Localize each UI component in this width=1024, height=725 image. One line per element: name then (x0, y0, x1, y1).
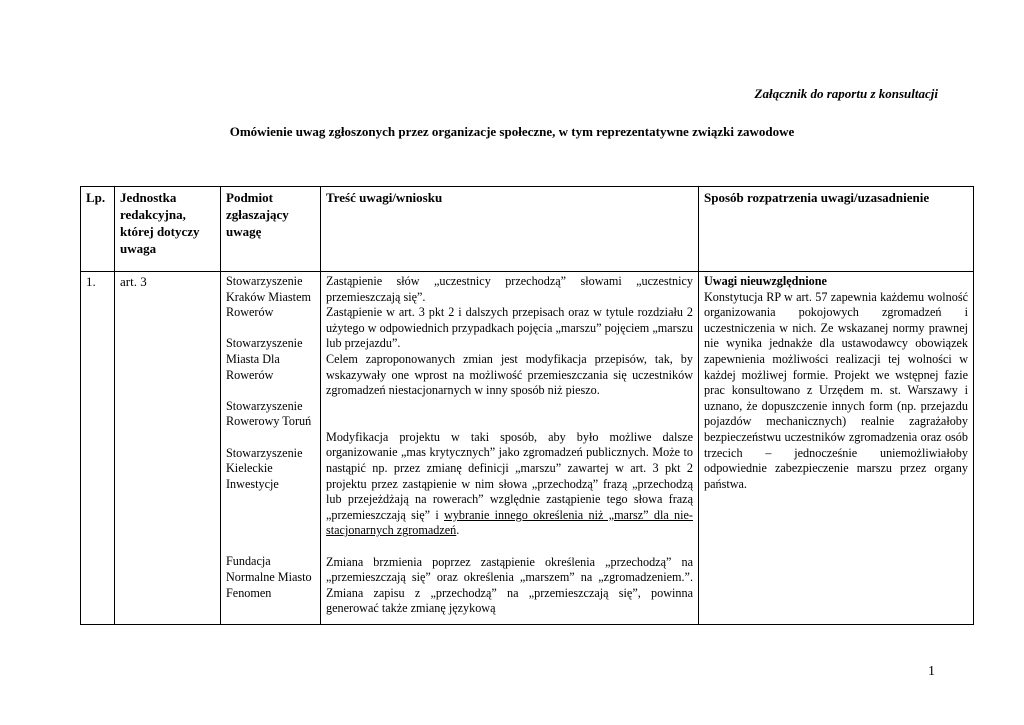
underlined-text: wybranie innego określenia niż „marsz” dla nie-stacjonarnych zgromadzeń (326, 507, 693, 538)
consultation-table (80, 186, 974, 625)
row-unit: art. 3 (115, 272, 221, 625)
content-paragraph: Zmiana brzmienia poprzez zastąpienie określenia „przechodzą” na „przemieszczają się” oraz określenia „marszem” na „zgromadzeniem.”. Zmiana zapisu z „przechodzą” na „przemieszczają się”, powinna generować także zmianę językową (326, 554, 693, 616)
entity-name: Stowarzyszenie Miasta Dla Rowerów (226, 336, 303, 382)
column-header-resolution: Sposób rozpatrzenia uwagi/uzasadnienie (699, 187, 974, 272)
column-header-unit: Jednostka redakcyjna, której dotyczy uwaga (115, 187, 221, 272)
column-header-entity: Podmiot zgłaszający uwagę (221, 187, 321, 272)
document-title: Omówienie uwag zgłoszonych przez organizacje społeczne, w tym reprezentatywne związki zawodowe (229, 124, 795, 139)
content-text: Modyfikacja projektu w taki sposób, aby było możliwe dalsze organizowanie „mas krytycznych” jako zgromadzeń publicznych. Może to nastąpić np. przez zmianę definicji „marszu” zawartej w art. 3 pkt 2 projektu przez zastąpienie w nim słowa „przechodzą” frazą „przechodzą lub przejeżdżają na rowerach” względnie zastąpienie tego słowa frazą „przemieszczają się” i (326, 429, 693, 522)
row-resolution (699, 272, 974, 625)
column-header-content: Treść uwagi/wniosku (321, 187, 699, 272)
column-header-lp: Lp. (81, 187, 115, 272)
content-paragraph: Celem zaproponowanych zmian jest modyfikacja przepisów, tak, by wskazywały one wprost na możliwość przemieszczania się uczestników zgromadzeń niestacjonarnych w inny sposób niż pieszo. (326, 351, 693, 398)
row-content (321, 272, 699, 625)
resolution-verdict: Uwagi nieuwzględnione (704, 274, 827, 288)
annex-heading: Załącznik do raportu z konsultacji (754, 86, 938, 101)
content-paragraph: Zastąpienie słów „uczestnicy przechodzą” słowami „uczestnicy przemieszczają się”. (326, 274, 693, 304)
entity-name: Fundacja Normalne Miasto Fenomen (226, 554, 312, 600)
content-text: . (456, 523, 460, 538)
resolution-justification: Konstytucja RP w art. 57 zapewnia każdemu wolność organizowania pokojowych zgromadzeń i uczestniczenia w nich. Ze wskazanej normy prawnej nie wynika jednakże dla ustawodawcy obowiązek zapewnienia możliwości realizacji tej wolności w każdej możliwej formie. Projekt we wstępnej fazie prac konsultowano z Urzędem m. st. Warszawy i uznano, że dopuszczenie innych form (np. przejazdu pojazdów mechanicznych) realnie zagrażałoby bezpieczeństwu uczestników zgromadzenia oraz osób trzecich – jednocześnie uniemożliwiałoby odpowiednie zabezpieczenie marszu przez organy państwa. (704, 289, 968, 491)
content-paragraph: Zastąpienie w art. 3 pkt 2 i dalszych przepisach oraz w tytule rozdziału 2 użytego w odpowiednich przypadkach pojęcia „marszu” pojęciem „marszu lub przejazdu”. (326, 305, 693, 351)
row-entities (221, 272, 321, 625)
entity-name: Stowarzyszenie Kieleckie Inwestycje (226, 445, 303, 491)
row-lp: 1. (81, 272, 115, 625)
page-number: 1 (928, 664, 935, 679)
table-row (81, 272, 974, 625)
table-header-row (81, 187, 974, 272)
content-paragraph (326, 430, 693, 539)
entity-name: Stowarzyszenie Rowerowy Toruń (226, 398, 312, 429)
entity-name: Stowarzyszenie Kraków Miastem Rowerów (226, 274, 311, 320)
